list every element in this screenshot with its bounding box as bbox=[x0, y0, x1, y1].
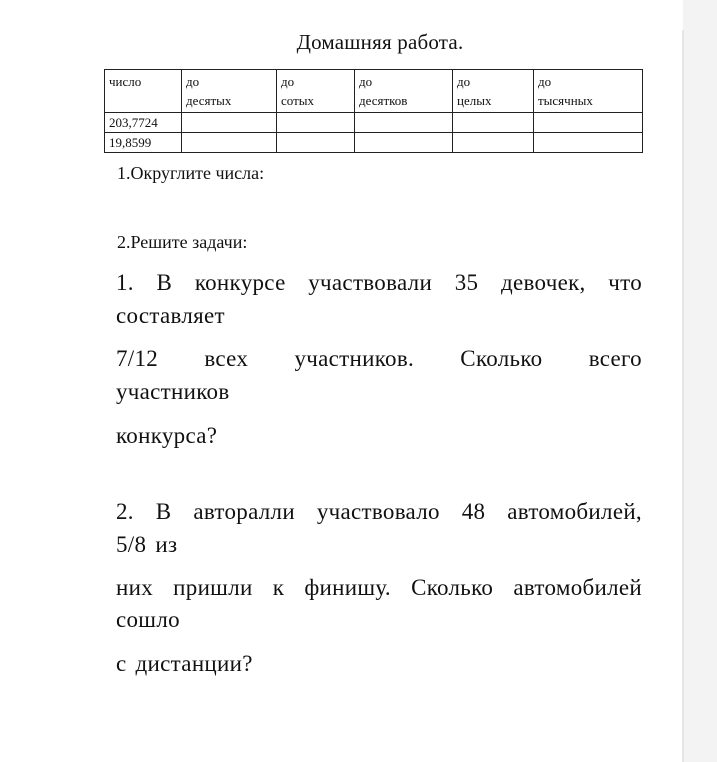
problem-2-line: 5/8 из bbox=[116, 532, 178, 557]
page-edge bbox=[682, 30, 684, 762]
header-label: до bbox=[281, 74, 295, 89]
header-label: десятков bbox=[359, 93, 408, 108]
answer-cell bbox=[453, 113, 534, 133]
header-cell-tenths bbox=[182, 70, 277, 113]
header-cell-thousandths bbox=[534, 70, 643, 113]
table-header-row bbox=[105, 70, 643, 113]
problem-2-line: них пришли к финишу. Сколько автомобилей bbox=[116, 575, 642, 600]
answer-cell bbox=[277, 133, 355, 153]
header-label: целых bbox=[457, 93, 492, 108]
header-cell-tens bbox=[355, 70, 453, 113]
problem-1-line: составляет bbox=[116, 303, 225, 328]
rounding-table bbox=[104, 69, 643, 153]
problem-1-line: участников bbox=[116, 379, 230, 404]
task-solve-problems: 2.Решите задачи: bbox=[117, 232, 248, 252]
task-round-numbers: 1.Округлите числа: bbox=[117, 163, 265, 183]
header-label: до bbox=[359, 74, 373, 89]
number-cell: 203,7724 bbox=[105, 113, 182, 133]
header-label: тысячных bbox=[538, 93, 593, 108]
table-row bbox=[105, 113, 643, 133]
problem-1-line: 1. В конкурсе участвовали 35 девочек, что bbox=[116, 270, 642, 295]
number-cell: 19,8599 bbox=[105, 133, 182, 153]
header-cell-hundredths bbox=[277, 70, 355, 113]
header-label: сотых bbox=[281, 93, 315, 108]
answer-cell bbox=[453, 133, 534, 153]
answer-cell bbox=[355, 113, 453, 133]
answer-cell bbox=[534, 133, 643, 153]
problem-2-line: с дистанции? bbox=[116, 651, 253, 676]
header-label: до bbox=[538, 74, 552, 89]
table-row bbox=[105, 133, 643, 153]
answer-cell bbox=[182, 113, 277, 133]
problem-1-line: конкурса? bbox=[116, 423, 218, 448]
answer-cell bbox=[182, 133, 277, 153]
answer-cell bbox=[277, 113, 355, 133]
answer-cell bbox=[534, 113, 643, 133]
header-label: до bbox=[457, 74, 471, 89]
problem-1-line: 7/12 всех участников. Сколько всего bbox=[116, 346, 642, 371]
problem-2-line: сошло bbox=[116, 607, 180, 632]
header-cell-units bbox=[453, 70, 534, 113]
page-title: Домашняя работа. bbox=[296, 30, 464, 54]
header-label: число bbox=[109, 74, 142, 89]
problem-2-line: 2. В авторалли участвовало 48 автомобилей, bbox=[116, 499, 642, 524]
answer-cell bbox=[355, 133, 453, 153]
header-label: до bbox=[186, 74, 200, 89]
header-label: десятых bbox=[186, 93, 232, 108]
header-cell-number bbox=[105, 70, 182, 113]
page-gutter bbox=[683, 0, 717, 762]
